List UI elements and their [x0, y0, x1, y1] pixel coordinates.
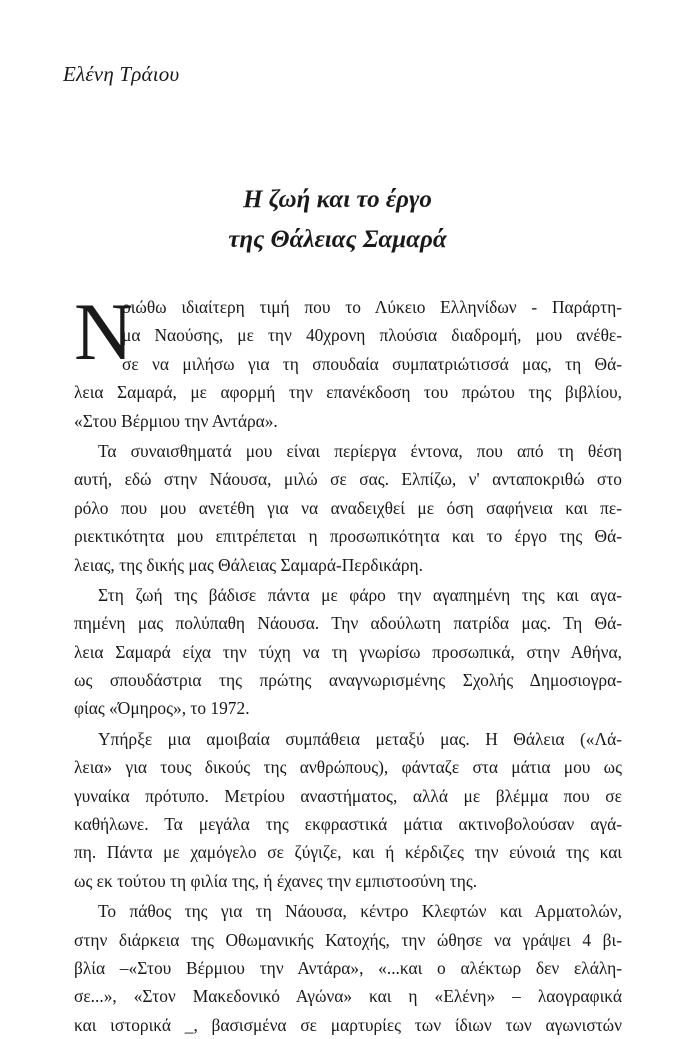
- text-line: ρόλο που μου ανετέθη για να αναδειχθεί με όση σαφήνεια και πε-: [74, 497, 622, 518]
- text-line: βλία –«Στου Βέρμιου την Αντάρα», «...και ο αλέκτωρ δεν ελάλη-: [74, 957, 622, 978]
- text-line: σε...», «Στον Μακεδονικό Αγώνα» και η «Ελένη» – λαογραφικά: [74, 986, 622, 1007]
- text-line: καθήλωνε. Τα μεγάλα της εκφραστικά μάτια ακτινοβολούσαν αγά-: [74, 814, 622, 835]
- text-line: ως σπουδάστρια της πρώτης αναγνωρισμένης Σχολής Δημοσιογρα-: [74, 670, 622, 691]
- text-line: στην διάρκεια της Οθωμανικής Κατοχής, την ώθησε να γράψει 4 βι-: [74, 929, 622, 950]
- text-line: φίας «Όμηρος», το 1972.: [74, 698, 250, 719]
- text-line: λεια Σαμαρά είχα την τύχη να τη γνωρίσω προσωπικά, στην Αθήνα,: [74, 641, 622, 662]
- text-line: και ιστορικά _, βασισμένα σε μαρτυρίες των ίδιων των αγωνιστών: [74, 1014, 622, 1035]
- paragraph: [74, 286, 622, 435]
- text-line: λειας, της δικής μας Θάλειας Σαμαρά-Περδικάρη.: [74, 554, 423, 575]
- text-line: «Στου Βέρμιου την Αντάρα».: [74, 410, 278, 431]
- text-line: λεια» για τους δικούς της ανθρώπους), φάνταζε στα μάτια μου ως: [74, 757, 622, 778]
- running-header-author: Ελένη Τράιου: [63, 62, 180, 86]
- chapter-title-line-2: της Θάλειας Σαμαρά: [228, 226, 447, 253]
- body-text: [74, 286, 622, 1039]
- text-line: οιώθω ιδιαίτερη τιμή που το Λύκειο Ελληνίδων - Παράρτη-: [122, 297, 622, 317]
- text-line: ως εκ τούτου τη φιλία της, ή έχανες την εμπιστοσύνη της.: [74, 870, 478, 891]
- text-line: πημένη μας πολύπαθη Νάουσα. Την αδούλωτη πατρίδα μας. Τη Θά-: [74, 613, 622, 634]
- text-line: λεια Σαμαρά, με αφορμή την επανέκδοση του πρώτου της βιβλίου,: [74, 382, 622, 403]
- paragraph: [74, 897, 622, 1039]
- text-line: ριεκτικότητα μου επιτρέπεται η προσωπικότητα και το έργο της Θά-: [74, 526, 622, 547]
- text-line: σε να μιλήσω για τη σπουδαία συμπατριώτισσά μας, τη Θά-: [122, 353, 622, 374]
- text-line: μα Ναούσης, με την 40χρονη πλούσια διαδρομή, μου ανέθε-: [122, 325, 622, 346]
- paragraph: [74, 437, 622, 579]
- drop-cap: Ν: [74, 286, 134, 377]
- text-line: γυναίκα πρότυπο. Μετρίου αναστήματος, αλλά με βλέμμα που σε: [74, 785, 622, 806]
- text-line: Στη ζωή της βάδισε πάντα με φάρο την αγαπημένη της και αγα-: [98, 584, 622, 605]
- text-line: Υπήρξε μια αμοιβαία συμπάθεια μεταξύ μας. Η Θάλεια («Λά-: [98, 728, 622, 749]
- text-line: πη. Πάντα με χαμόγελο σε ζύγιζε, και ή κέρδιζες την εύνοιά της και: [74, 842, 622, 863]
- chapter-title-line-1: Η ζωή και το έργο: [243, 186, 432, 213]
- text-line: Το πάθος της για τη Νάουσα, κέντρο Κλεφτών και Αρματολών,: [98, 901, 622, 922]
- paragraph: [74, 725, 622, 895]
- paragraph: [74, 581, 622, 723]
- text-line: Τα συναισθηματά μου είναι περίεργα έντονα, που από τη θέση: [98, 440, 622, 461]
- text-line: αυτή, εδώ στην Νάουσα, μιλώ σε σας. Ελπίζω, ν' ανταποκριθώ στο: [74, 469, 622, 490]
- chapter-title: [0, 180, 675, 260]
